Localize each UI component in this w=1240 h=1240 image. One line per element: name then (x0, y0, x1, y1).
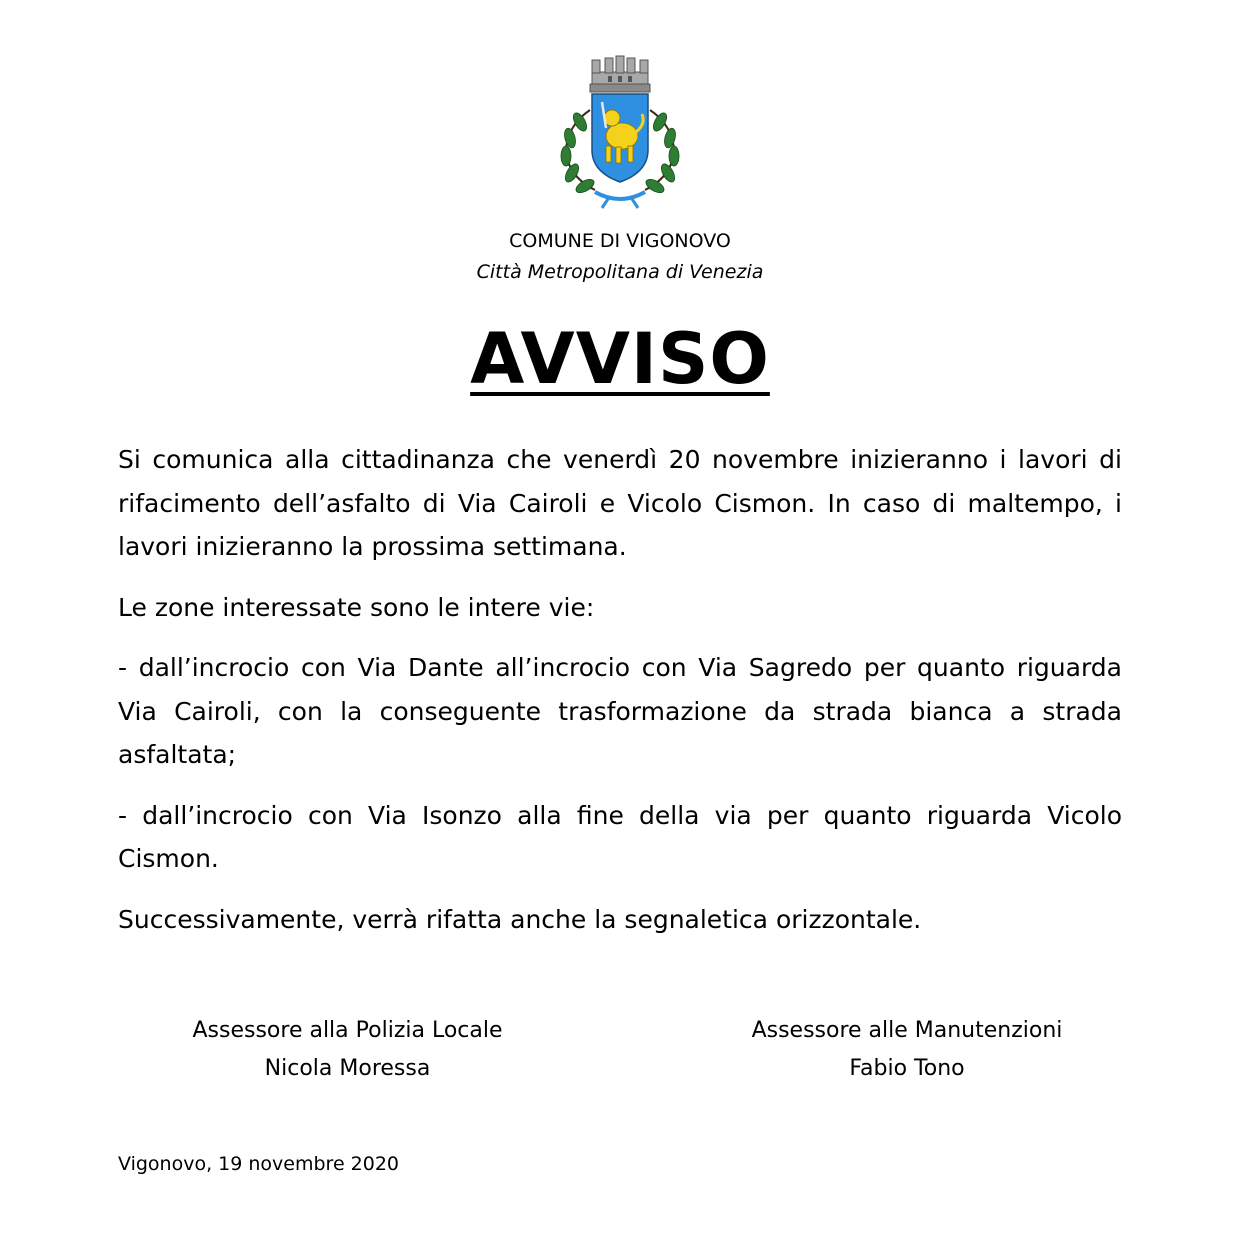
signature-left-role: Assessore alla Polizia Locale (192, 1018, 503, 1043)
paragraph-announcement: Si comunica alla cittadinanza che venerdì 20 novembre inizieranno i lavori di rifacimento dell’asfalto di Via Cairoli e Vicolo Cismon. In caso di maltempo, i lavori inizieranno la prossima settimana. (118, 445, 1122, 561)
notice-title (0, 314, 1240, 404)
signature-right (712, 1012, 1102, 1088)
signature-left (150, 1012, 545, 1088)
signature-right-name: Fabio Tono (849, 1056, 965, 1081)
signature-right-role: Assessore alle Manutenzioni (751, 1018, 1063, 1043)
municipality-name: COMUNE DI VIGONOVO (509, 230, 731, 252)
signature-left-name: Nicola Moressa (264, 1056, 431, 1081)
paragraph-via-cairoli: - dall’incrocio con Via Dante all’incrocio con Via Sagredo per quanto riguarda Via Cairoli, con la conseguente trasformazione da strada bianca a strada asfaltata; (118, 653, 1122, 769)
municipality-subtitle: Città Metropolitana di Venezia (476, 261, 764, 283)
paragraph-vicolo-cismon: - dall’incrocio con Via Isonzo alla fine della via per quanto riguarda Vicolo Cismon. (118, 800, 1122, 873)
notice-title-text: AVVISO (470, 318, 770, 400)
paragraph-road-markings: Successivamente, verrà rifatta anche la segnaletica orizzontale. (118, 904, 922, 934)
municipal-coat-of-arms-icon (550, 50, 690, 212)
place-date: Vigonovo, 19 novembre 2020 (118, 1153, 400, 1175)
notice-body (118, 438, 1122, 958)
paragraph-zones-intro: Le zone interessate sono le intere vie: (118, 592, 595, 622)
